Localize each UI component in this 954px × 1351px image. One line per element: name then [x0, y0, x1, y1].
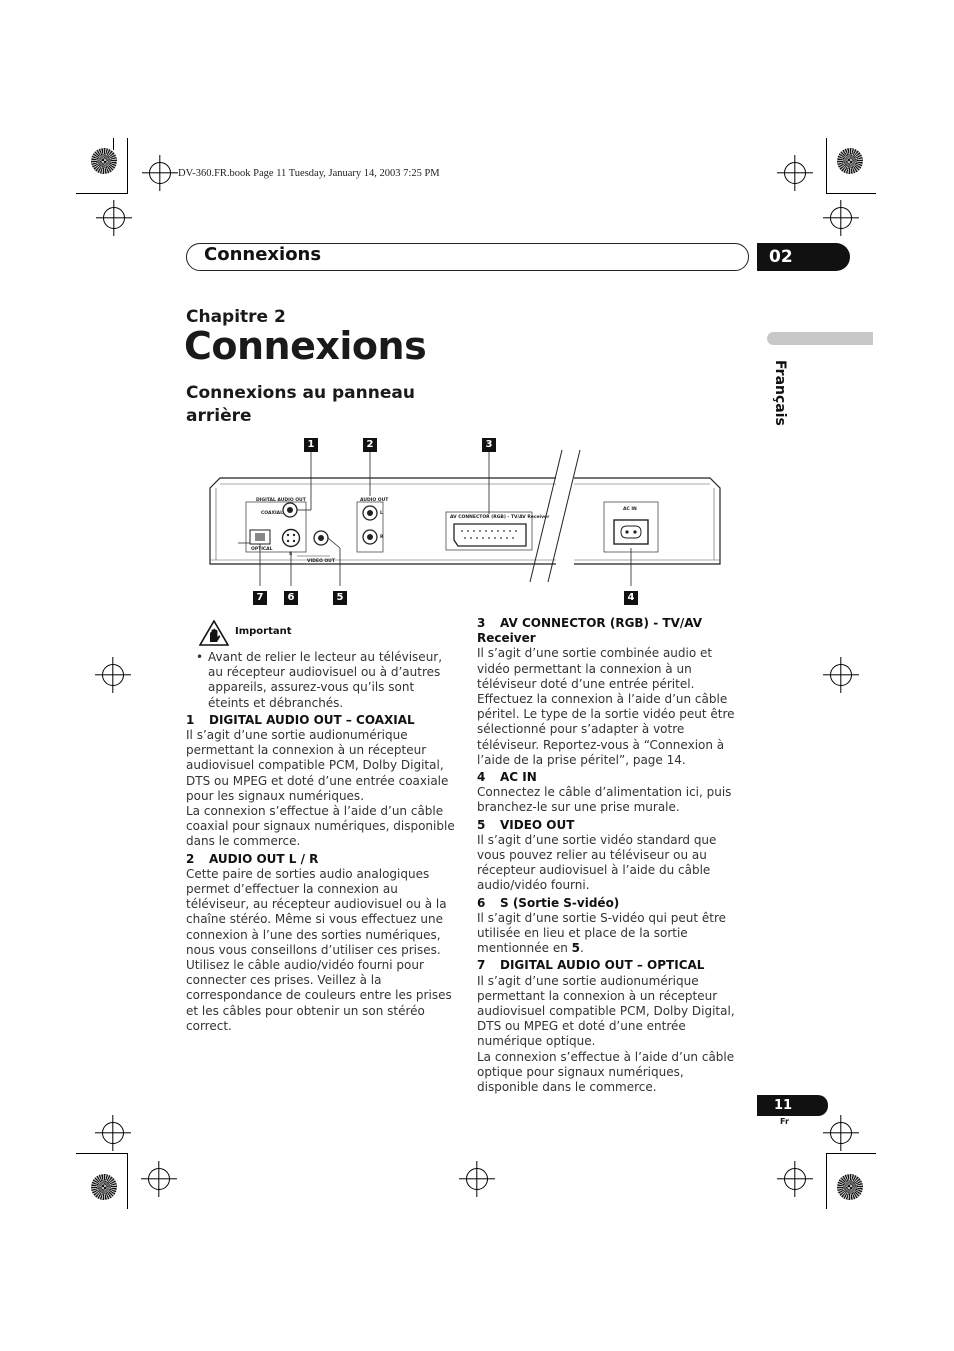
- callout-7: 7: [253, 591, 267, 605]
- crosshair-icon: [102, 1122, 124, 1144]
- rosette-icon: [91, 148, 117, 174]
- callout-3: 3: [482, 438, 496, 452]
- crosshair-icon: [830, 664, 852, 686]
- crosshair-icon: [784, 1168, 806, 1190]
- section-title: Connexions au panneau arrière: [186, 383, 415, 426]
- item-paragraph: Il s’agit d’une sortie combinée audio et vidéo permettant la connexion à un téléviseur doté d’une entrée péritel. Effectuez la connexion à l’aide d’un câble péritel. Le type de la sortie vidéo peut être sélectionné pour s’adapter à votre téléviseur. Reportez-vous à “Connexion à l’aide de la prise péritel”, page 14.: [477, 646, 735, 767]
- rear-panel-drawing: [200, 448, 730, 588]
- language-tab: [767, 332, 873, 345]
- important-label: Important: [235, 626, 292, 637]
- item-heading: 2 AUDIO OUT L / R: [186, 851, 319, 866]
- bullet-item: • Avant de relier le lecteur au téléviseur, au récepteur audiovisuel ou à d’autres appareils, assurez-vous qu’ils sont éteints et débranchés.: [186, 650, 458, 711]
- chapter-number-badge: 02: [757, 243, 850, 271]
- item-paragraph: Il s’agit d’une sortie audionumérique permettant la connexion à un récepteur audiovisuel compatible PCM, Dolby Digital, DTS ou MPEG et doté d’une entrée coaxiale pour les signaux numériques.: [186, 728, 449, 803]
- s-label: S: [289, 552, 293, 557]
- item-paragraph: Utilisez le câble audio/vidéo fourni pour connecter ces prises. Veillez à la correspondance de couleurs entre les prises et les câbles pour obtenir un son stéréo correct.: [186, 958, 452, 1033]
- item-paragraph: La connexion s’effectue à l’aide d’un câble optique pour signaux numériques, disponible dans le commerce.: [477, 1049, 735, 1095]
- language-label: Français: [772, 360, 788, 426]
- callout-6: 6: [284, 591, 298, 605]
- l-label: L: [380, 511, 383, 516]
- coaxial-label: COAXIAL: [261, 511, 283, 516]
- item-heading: 3 AV CONNECTOR (RGB) - TV/AV Receiver: [477, 616, 702, 646]
- item-heading: 4 AC IN: [477, 770, 537, 785]
- crosshair-icon: [830, 207, 852, 229]
- page-title: Connexions: [184, 324, 427, 368]
- crosshair-icon: [102, 664, 124, 686]
- item-paragraph: Il s’agit d’une sortie vidéo standard que vous pouvez relier au téléviseur ou au récepteur audiovisuel à l’aide du câble audio/vidéo fourni.: [477, 832, 717, 893]
- crosshair-icon: [784, 162, 806, 184]
- item-paragraph: La connexion s’effectue à l’aide d’un câble coaxial pour signaux numériques, disponible dans le commerce.: [186, 804, 455, 849]
- crosshair-icon: [148, 1168, 170, 1190]
- item-paragraph: Cette paire de sorties audio analogiques permet d’effectuer la connexion au téléviseur, au récepteur audiovisuel ou à la chaîne stéréo. Même si vous effectuez une connexion à l’une des sorties numériques, nous vous conseillons d’utiliser ces prises.: [186, 866, 447, 957]
- item-paragraph: Il s’agit d’une sortie S-vidéo qui peut être utilisée en lieu et place de la sortie mentionnée en 5.: [477, 910, 727, 956]
- callout-4: 4: [624, 591, 638, 605]
- item-3: [477, 616, 747, 768]
- bullet-text: Avant de relier le lecteur au téléviseur, au récepteur audiovisuel ou à d’autres appareils, assurez-vous qu’ils sont éteints et débranchés.: [208, 650, 443, 710]
- rosette-icon: [837, 148, 863, 174]
- rosette-icon: [837, 1174, 863, 1200]
- crosshair-icon: [466, 1168, 488, 1190]
- item-6: [477, 896, 747, 957]
- optical-label: OPTICAL: [251, 547, 273, 552]
- warning-hand-icon: [199, 620, 229, 646]
- item-4: [477, 770, 747, 816]
- crosshair-icon: [103, 207, 125, 229]
- item-paragraph: Connectez le câble d’alimentation ici, puis branchez-le sur une prise murale.: [477, 785, 732, 815]
- item-5: [477, 818, 747, 894]
- page-number: 11: [757, 1095, 828, 1116]
- callout-2: 2: [363, 438, 377, 452]
- item-heading: 1 DIGITAL AUDIO OUT – COAXIAL: [186, 712, 415, 727]
- item-paragraph: Il s’agit d’une sortie audionumérique permettant la connexion à un récepteur audiovisuel compatible PCM, Dolby Digital, DTS ou MPEG et doté d’une entrée numérique optique.: [477, 973, 735, 1049]
- r-label: R: [380, 535, 384, 540]
- page-language: Fr: [780, 1117, 789, 1126]
- item-heading: 5 VIDEO OUT: [477, 817, 575, 832]
- right-column: [477, 616, 747, 1095]
- item-1: [186, 713, 458, 850]
- item-7: [477, 958, 747, 1095]
- av-connector-label: AV CONNECTOR (RGB) - TV/AV Receiver: [450, 515, 550, 520]
- chapter-label: Chapitre 2: [186, 307, 286, 327]
- ac-in-label: AC IN: [623, 507, 637, 512]
- audio-out-label: AUDIO OUT: [360, 498, 389, 503]
- digital-audio-out-label: DIGITAL AUDIO OUT: [256, 498, 306, 503]
- rosette-icon: [91, 1174, 117, 1200]
- item-2: [186, 852, 458, 1034]
- callout-5: 5: [333, 591, 347, 605]
- item-heading: 7 DIGITAL AUDIO OUT – OPTICAL: [477, 958, 705, 973]
- callout-1: 1: [304, 438, 318, 452]
- left-column: [186, 650, 458, 1034]
- video-out-label: VIDEO OUT: [307, 559, 335, 564]
- crosshair-icon: [830, 1122, 852, 1144]
- header-title: Connexions: [204, 244, 322, 265]
- item-heading: 6 S (Sortie S-vidéo): [477, 895, 620, 910]
- crosshair-icon: [149, 162, 171, 184]
- book-info-line: DV-360.FR.book Page 11 Tuesday, January 14, 2003 7:25 PM: [178, 168, 440, 179]
